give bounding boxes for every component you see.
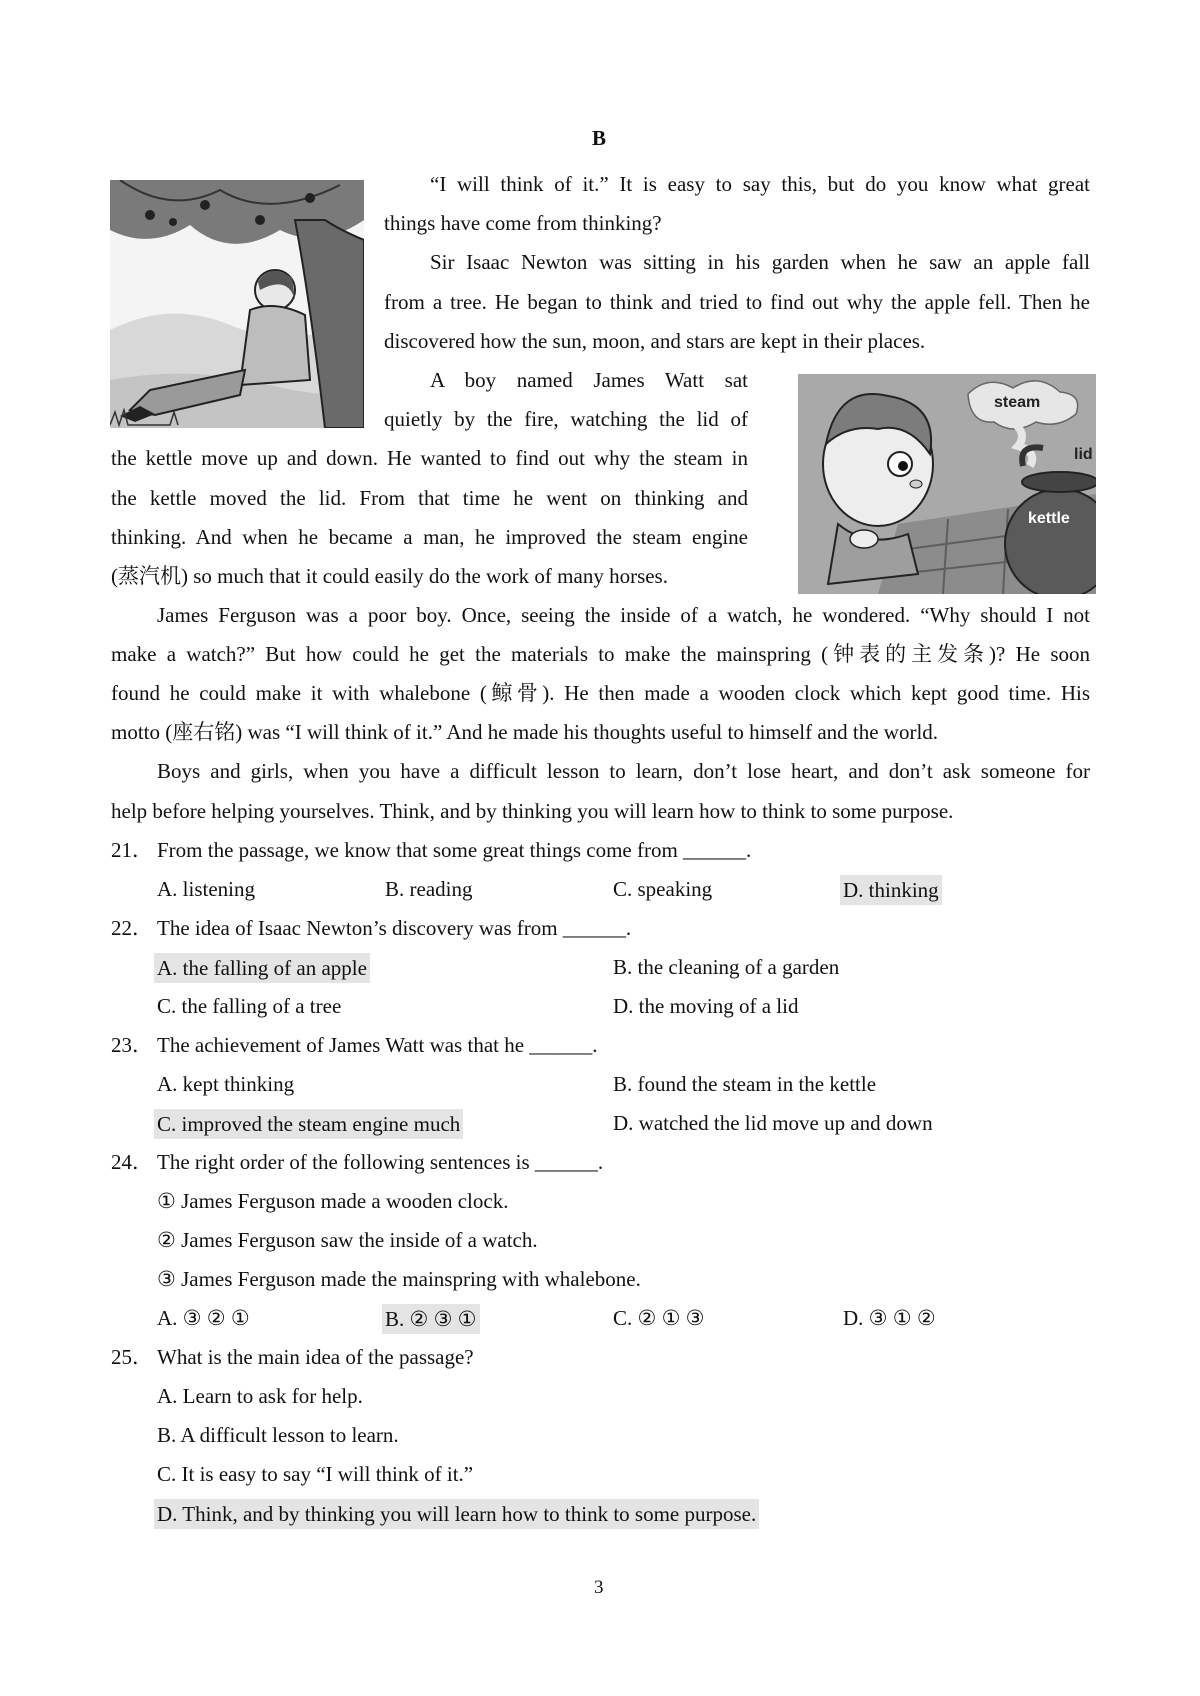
passage-p2-line1: Sir Isaac Newton was sitting in his garden when he saw an apple fall bbox=[430, 250, 1090, 274]
passage-p4-line4: motto (座右铭) was “I will think of it.” And he made his thoughts useful to himself and the world. bbox=[111, 720, 939, 744]
question-text: The achievement of James Watt was that he ______. bbox=[157, 1033, 598, 1057]
q22-option-a-highlighted[interactable]: A. the falling of an apple bbox=[154, 953, 370, 983]
q24-option-c[interactable]: C. ② ① ③ bbox=[613, 1306, 705, 1330]
q25-option-c[interactable]: C. It is easy to say “I will think of it.” bbox=[157, 1462, 474, 1486]
passage-p1-line2: things have come from thinking? bbox=[384, 211, 662, 235]
question-number: 25． bbox=[111, 1345, 153, 1369]
q21-option-b[interactable]: B. reading bbox=[385, 877, 473, 901]
passage-p4-line1: James Ferguson was a poor boy. Once, seeing the inside of a watch, he wondered. “Why should I not bbox=[157, 603, 1090, 627]
q25-option-a[interactable]: A. Learn to ask for help. bbox=[157, 1384, 363, 1408]
q23-option-d[interactable]: D. watched the lid move up and down bbox=[613, 1111, 933, 1135]
question-22-stem bbox=[111, 914, 631, 942]
q23-option-b[interactable]: B. found the steam in the kettle bbox=[613, 1072, 877, 1096]
question-number: 23． bbox=[111, 1033, 153, 1057]
question-25-stem bbox=[111, 1343, 474, 1371]
q24-option-a[interactable]: A. ③ ② ① bbox=[157, 1306, 250, 1330]
passage-p4-line3: found he could make it with whalebone (鲸骨). He then made a wooden clock which kept good time. His bbox=[111, 681, 1090, 705]
q25-option-b[interactable]: B. A difficult lesson to learn. bbox=[157, 1423, 399, 1447]
section-title: B bbox=[592, 126, 607, 150]
question-text: What is the main idea of the passage? bbox=[157, 1345, 474, 1369]
q24-option-d[interactable]: D. ③ ① ② bbox=[843, 1306, 936, 1330]
question-24-stem bbox=[111, 1148, 603, 1176]
boy-watching-kettle-icon bbox=[798, 374, 1096, 594]
newton-illustration bbox=[110, 180, 364, 428]
q21-option-a[interactable]: A. listening bbox=[157, 877, 255, 901]
question-number: 21． bbox=[111, 838, 153, 862]
passage-p5-line2: help before helping yourselves. Think, and by thinking you will learn how to think to some purpose. bbox=[111, 799, 954, 823]
question-text: From the passage, we know that some great things come from ______. bbox=[157, 838, 752, 862]
q24-sentence-2: ② James Ferguson saw the inside of a watch. bbox=[157, 1228, 538, 1252]
passage-p3-line2: quietly by the fire, watching the lid of bbox=[384, 407, 748, 431]
q22-option-c[interactable]: C. the falling of a tree bbox=[157, 994, 342, 1018]
page-number: 3 bbox=[594, 1577, 604, 1598]
q23-option-a[interactable]: A. kept thinking bbox=[157, 1072, 295, 1096]
passage-p3-line6: (蒸汽机) so much that it could easily do the work of many horses. bbox=[111, 564, 668, 588]
watt-illustration bbox=[798, 374, 1096, 594]
passage-p2-line3: discovered how the sun, moon, and stars are kept in their places. bbox=[384, 329, 926, 353]
q25-option-d-highlighted[interactable]: D. Think, and by thinking you will learn how to think to some purpose. bbox=[154, 1499, 759, 1529]
question-23-stem bbox=[111, 1031, 598, 1059]
lid-label: lid bbox=[1074, 446, 1093, 463]
newton-under-apple-tree-icon bbox=[110, 180, 364, 428]
q24-sentence-1: ① James Ferguson made a wooden clock. bbox=[157, 1189, 509, 1213]
passage-p3-line5: thinking. And when he became a man, he improved the steam engine bbox=[111, 525, 748, 549]
passage-p3-line4: the kettle moved the lid. From that time he went on thinking and bbox=[111, 486, 748, 510]
passage-p3-line1: A boy named James Watt sat bbox=[430, 368, 748, 392]
question-text: The idea of Isaac Newton’s discovery was from ______. bbox=[157, 916, 632, 940]
q21-option-d-highlighted[interactable]: D. thinking bbox=[840, 875, 942, 905]
question-number: 22． bbox=[111, 916, 153, 940]
q22-option-b[interactable]: B. the cleaning of a garden bbox=[613, 955, 840, 979]
passage-p4-line2: make a watch?” But how could he get the materials to make the mainspring (钟表的主发条)? He soon bbox=[111, 642, 1090, 666]
kettle-label: kettle bbox=[1028, 510, 1070, 527]
passage-p2-line2: from a tree. He began to think and tried to find out why the apple fell. Then he bbox=[384, 290, 1090, 314]
passage-p5-line1: Boys and girls, when you have a difficult lesson to learn, don’t lose heart, and don’t ask someone for bbox=[157, 759, 1090, 783]
q23-option-c-highlighted[interactable]: C. improved the steam engine much bbox=[154, 1109, 463, 1139]
q22-option-d[interactable]: D. the moving of a lid bbox=[613, 994, 799, 1018]
passage-p3-line3: the kettle move up and down. He wanted to find out why the steam in bbox=[111, 446, 748, 470]
steam-label: steam bbox=[994, 394, 1041, 411]
question-number: 24． bbox=[111, 1150, 153, 1174]
question-21-stem bbox=[111, 836, 751, 864]
question-text: The right order of the following sentences is ______. bbox=[157, 1150, 604, 1174]
q24-option-b-highlighted[interactable]: B. ② ③ ① bbox=[382, 1304, 480, 1334]
q24-sentence-3: ③ James Ferguson made the mainspring with whalebone. bbox=[157, 1267, 641, 1291]
passage-p1-line1: “I will think of it.” It is easy to say this, but do you know what great bbox=[430, 172, 1090, 196]
q21-option-c[interactable]: C. speaking bbox=[613, 877, 713, 901]
